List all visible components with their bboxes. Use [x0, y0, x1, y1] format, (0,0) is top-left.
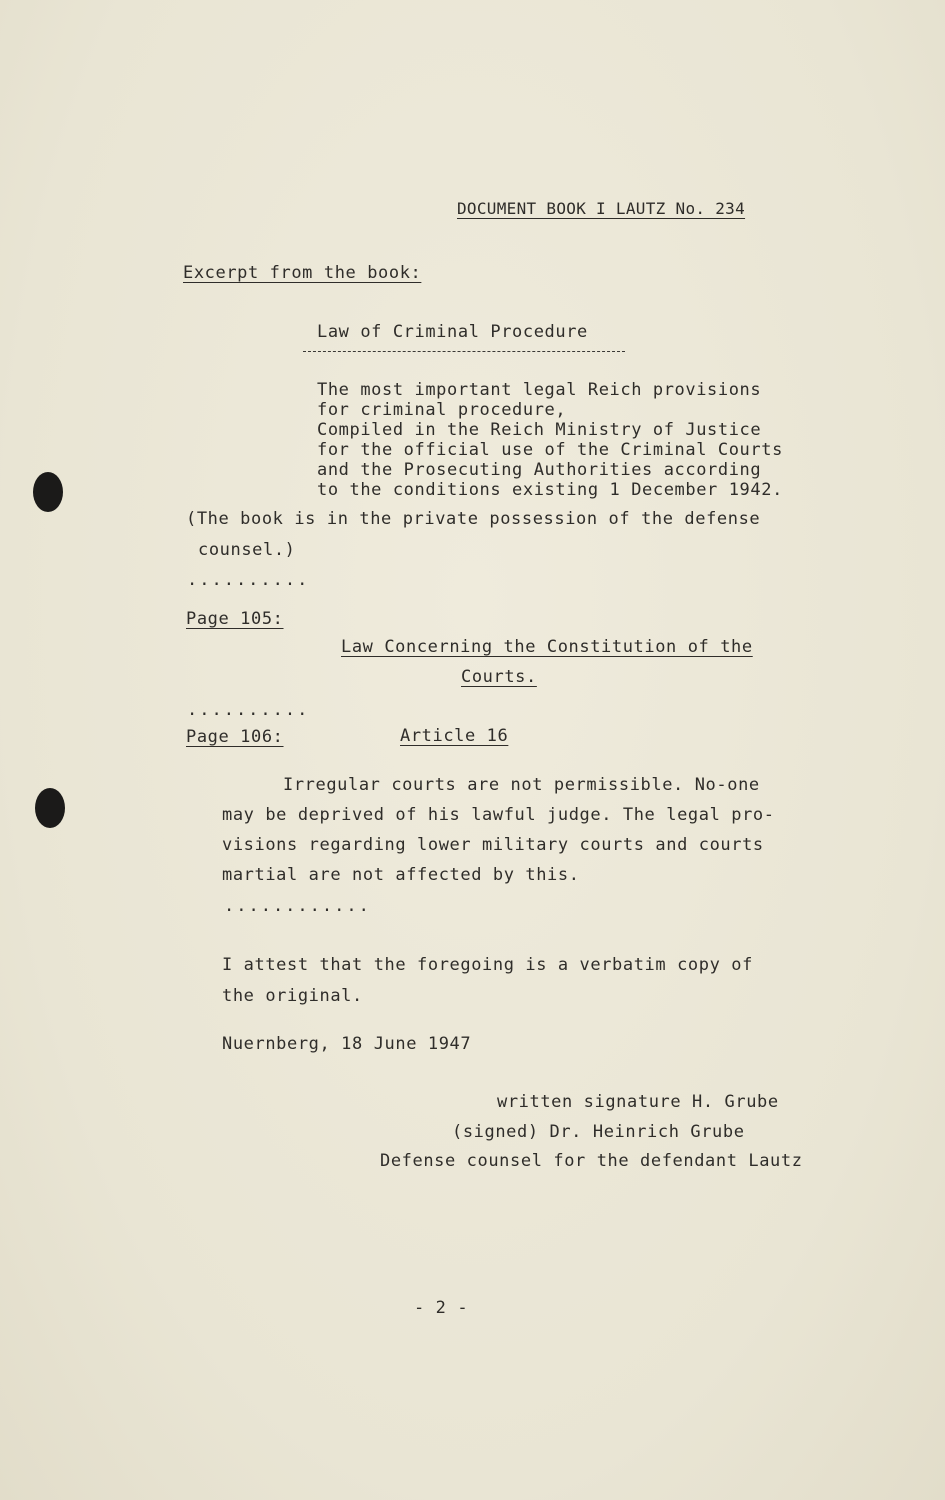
description-line: Compiled in the Reich Ministry of Justice: [317, 420, 762, 440]
punch-hole-top: [33, 472, 63, 512]
ellipsis-separator: ..........: [187, 570, 310, 590]
article-text-line: Irregular courts are not permissible. No-one: [283, 775, 760, 795]
book-title: Law of Criminal Procedure: [317, 322, 588, 342]
attestation-line: I attest that the foregoing is a verbatim copy of: [222, 955, 753, 975]
book-title-rule: [303, 351, 625, 352]
ellipsis-separator: ............: [224, 896, 371, 916]
description-line: for criminal procedure,: [317, 400, 567, 420]
page-106-label: Page 106:: [186, 727, 284, 747]
punch-hole-bottom: [35, 788, 65, 828]
document-reference: DOCUMENT BOOK I LAUTZ No. 234: [457, 199, 746, 218]
article-text-line: martial are not affected by this.: [222, 865, 580, 885]
article-label: Article 16: [400, 726, 509, 746]
signature-line: (signed) Dr. Heinrich Grube: [452, 1122, 745, 1142]
attestation-line: the original.: [222, 986, 363, 1006]
law-title-line: Courts.: [461, 667, 537, 687]
possession-note-line: counsel.): [198, 540, 296, 560]
signature-line: Defense counsel for the defendant Lautz: [380, 1151, 803, 1171]
possession-note-line: (The book is in the private possession of the defense: [186, 509, 761, 529]
description-line: for the official use of the Criminal Courts: [317, 440, 783, 460]
law-title-line: Law Concerning the Constitution of the: [341, 637, 753, 657]
description-line: to the conditions existing 1 December 1942.: [317, 480, 783, 500]
excerpt-label: Excerpt from the book:: [183, 263, 422, 283]
page-105-label: Page 105:: [186, 609, 284, 629]
page-number: - 2 -: [414, 1298, 469, 1318]
ellipsis-separator: ..........: [187, 700, 310, 720]
article-text-line: may be deprived of his lawful judge. The legal pro-: [222, 805, 775, 825]
description-line: The most important legal Reich provisions: [317, 380, 762, 400]
signature-line: written signature H. Grube: [497, 1092, 779, 1112]
place-date: Nuernberg, 18 June 1947: [222, 1034, 472, 1054]
description-line: and the Prosecuting Authorities according: [317, 460, 762, 480]
article-text-line: visions regarding lower military courts and courts: [222, 835, 764, 855]
